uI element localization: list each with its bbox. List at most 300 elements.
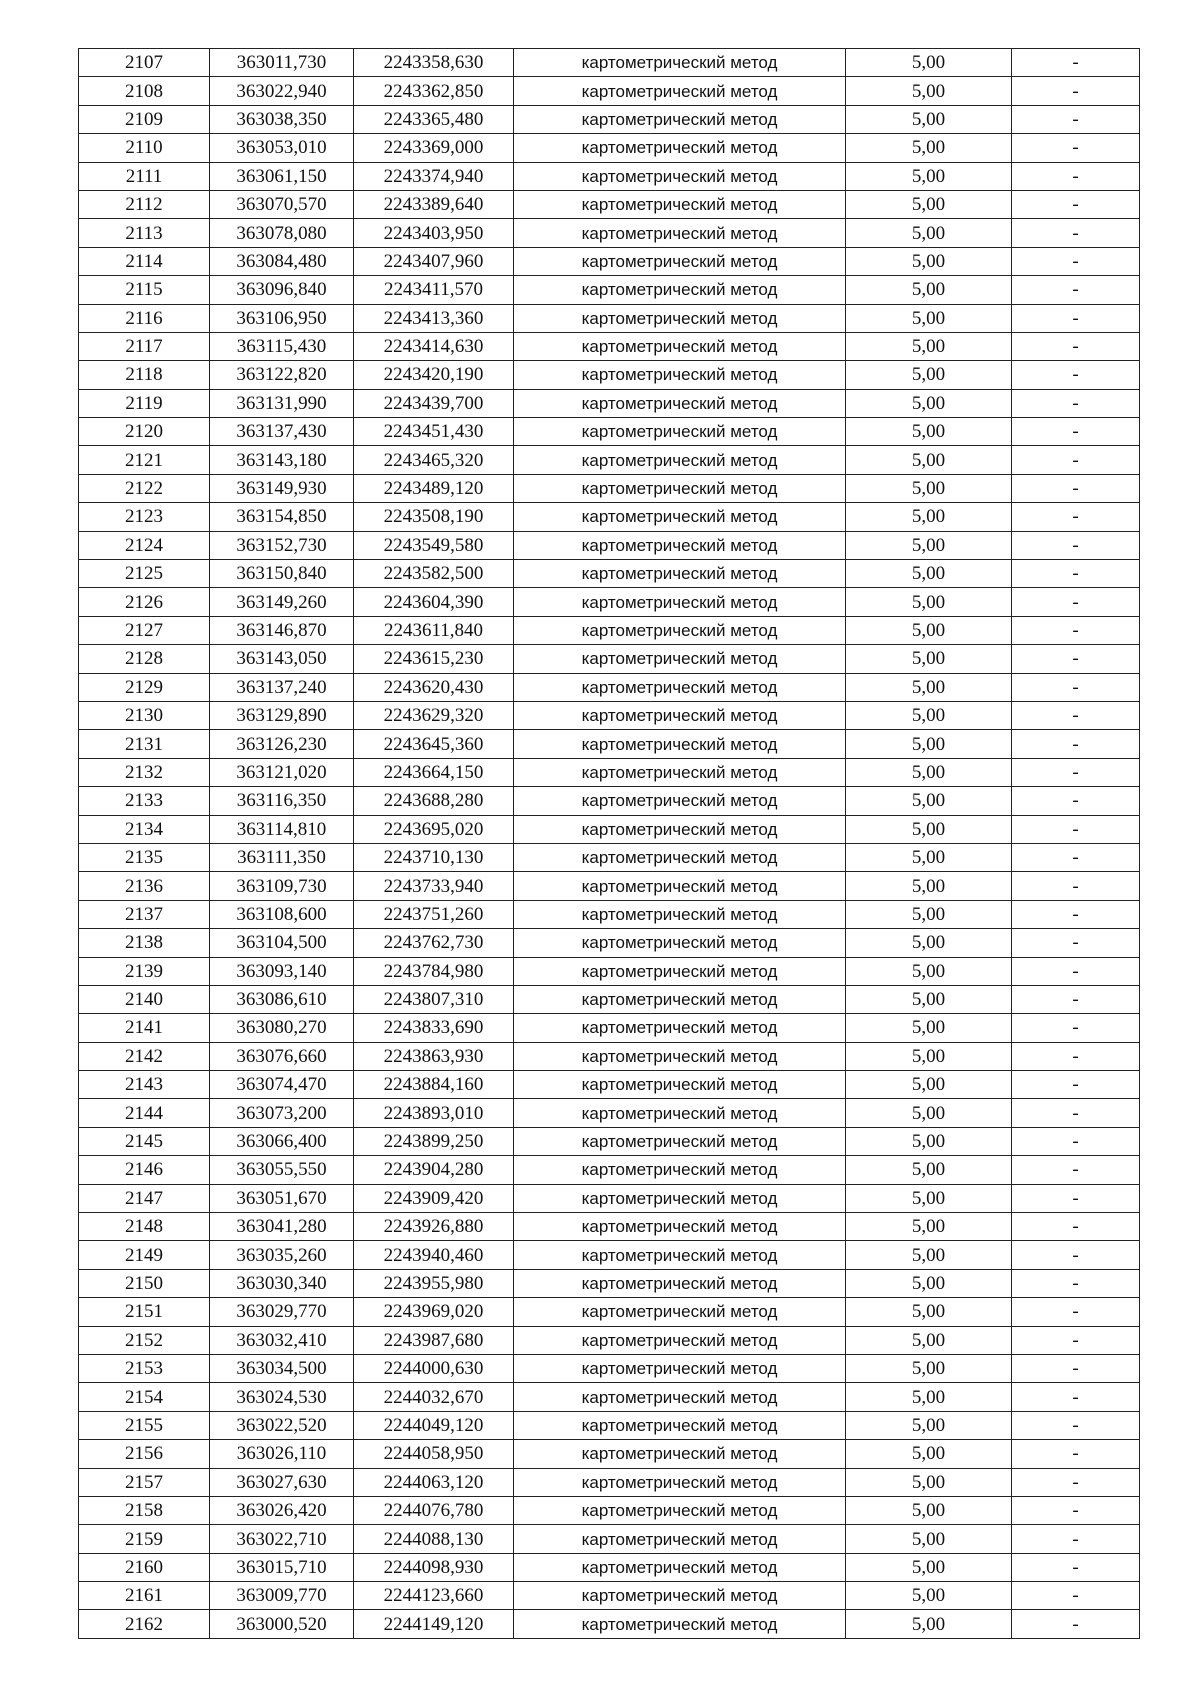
method-cell: картометрический метод	[514, 219, 846, 247]
point-number-cell: 2158	[79, 1496, 210, 1524]
accuracy-cell: 5,00	[846, 389, 1012, 417]
accuracy-cell: 5,00	[846, 560, 1012, 588]
accuracy-cell: 5,00	[846, 1553, 1012, 1581]
accuracy-cell: 5,00	[846, 1127, 1012, 1155]
method-cell: картометрический метод	[514, 1496, 846, 1524]
table-row	[79, 162, 1140, 190]
accuracy-cell: 5,00	[846, 1071, 1012, 1099]
table-row	[79, 616, 1140, 644]
note-cell: -	[1012, 49, 1140, 77]
point-number-cell: 2124	[79, 531, 210, 559]
method-cell: картометрический метод	[514, 1582, 846, 1610]
note-cell: -	[1012, 190, 1140, 218]
point-number-cell: 2140	[79, 985, 210, 1013]
point-number-cell: 2151	[79, 1298, 210, 1326]
table-row	[79, 701, 1140, 729]
point-number-cell: 2128	[79, 645, 210, 673]
accuracy-cell: 5,00	[846, 247, 1012, 275]
y-coordinate-cell: 2244000,630	[354, 1354, 514, 1382]
x-coordinate-cell: 363143,050	[210, 645, 354, 673]
table-row	[79, 1184, 1140, 1212]
table-row	[79, 1071, 1140, 1099]
point-number-cell: 2153	[79, 1354, 210, 1382]
note-cell: -	[1012, 1269, 1140, 1297]
method-cell: картометрический метод	[514, 1099, 846, 1127]
coordinates-table-body	[79, 49, 1140, 1639]
table-row	[79, 758, 1140, 786]
table-row	[79, 134, 1140, 162]
method-cell: картометрический метод	[514, 701, 846, 729]
method-cell: картометрический метод	[514, 1326, 846, 1354]
method-cell: картометрический метод	[514, 758, 846, 786]
table-row	[79, 1610, 1140, 1638]
table-row	[79, 1241, 1140, 1269]
note-cell: -	[1012, 588, 1140, 616]
accuracy-cell: 5,00	[846, 1269, 1012, 1297]
accuracy-cell: 5,00	[846, 1099, 1012, 1127]
point-number-cell: 2143	[79, 1071, 210, 1099]
method-cell: картометрический метод	[514, 1440, 846, 1468]
y-coordinate-cell: 2244123,660	[354, 1582, 514, 1610]
table-row	[79, 843, 1140, 871]
point-number-cell: 2161	[79, 1582, 210, 1610]
point-number-cell: 2156	[79, 1440, 210, 1468]
method-cell: картометрический метод	[514, 787, 846, 815]
accuracy-cell: 5,00	[846, 1156, 1012, 1184]
accuracy-cell: 5,00	[846, 49, 1012, 77]
method-cell: картометрический метод	[514, 1269, 846, 1297]
point-number-cell: 2130	[79, 701, 210, 729]
table-row	[79, 1582, 1140, 1610]
x-coordinate-cell: 363150,840	[210, 560, 354, 588]
point-number-cell: 2117	[79, 332, 210, 360]
note-cell: -	[1012, 247, 1140, 275]
method-cell: картометрический метод	[514, 1525, 846, 1553]
table-row	[79, 77, 1140, 105]
accuracy-cell: 5,00	[846, 1213, 1012, 1241]
accuracy-cell: 5,00	[846, 219, 1012, 247]
note-cell: -	[1012, 503, 1140, 531]
x-coordinate-cell: 363053,010	[210, 134, 354, 162]
point-number-cell: 2152	[79, 1326, 210, 1354]
y-coordinate-cell: 2243374,940	[354, 162, 514, 190]
x-coordinate-cell: 363051,670	[210, 1184, 354, 1212]
x-coordinate-cell: 363121,020	[210, 758, 354, 786]
note-cell: -	[1012, 730, 1140, 758]
table-row	[79, 1099, 1140, 1127]
y-coordinate-cell: 2243439,700	[354, 389, 514, 417]
method-cell: картометрический метод	[514, 247, 846, 275]
y-coordinate-cell: 2243365,480	[354, 105, 514, 133]
point-number-cell: 2119	[79, 389, 210, 417]
point-number-cell: 2107	[79, 49, 210, 77]
note-cell: -	[1012, 1411, 1140, 1439]
accuracy-cell: 5,00	[846, 531, 1012, 559]
point-number-cell: 2121	[79, 446, 210, 474]
y-coordinate-cell: 2243389,640	[354, 190, 514, 218]
accuracy-cell: 5,00	[846, 843, 1012, 871]
table-row	[79, 815, 1140, 843]
x-coordinate-cell: 363154,850	[210, 503, 354, 531]
coordinates-table	[78, 48, 1140, 1639]
table-row	[79, 190, 1140, 218]
point-number-cell: 2160	[79, 1553, 210, 1581]
y-coordinate-cell: 2243751,260	[354, 900, 514, 928]
point-number-cell: 2154	[79, 1383, 210, 1411]
accuracy-cell: 5,00	[846, 446, 1012, 474]
accuracy-cell: 5,00	[846, 1440, 1012, 1468]
accuracy-cell: 5,00	[846, 730, 1012, 758]
table-row	[79, 531, 1140, 559]
method-cell: картометрический метод	[514, 1156, 846, 1184]
table-row	[79, 503, 1140, 531]
method-cell: картометрический метод	[514, 645, 846, 673]
x-coordinate-cell: 363104,500	[210, 929, 354, 957]
accuracy-cell: 5,00	[846, 900, 1012, 928]
point-number-cell: 2115	[79, 276, 210, 304]
y-coordinate-cell: 2244088,130	[354, 1525, 514, 1553]
table-row	[79, 361, 1140, 389]
method-cell: картометрический метод	[514, 957, 846, 985]
y-coordinate-cell: 2243420,190	[354, 361, 514, 389]
table-row	[79, 985, 1140, 1013]
accuracy-cell: 5,00	[846, 1326, 1012, 1354]
note-cell: -	[1012, 1042, 1140, 1070]
x-coordinate-cell: 363129,890	[210, 701, 354, 729]
note-cell: -	[1012, 673, 1140, 701]
point-number-cell: 2149	[79, 1241, 210, 1269]
y-coordinate-cell: 2243762,730	[354, 929, 514, 957]
x-coordinate-cell: 363055,550	[210, 1156, 354, 1184]
point-number-cell: 2111	[79, 162, 210, 190]
accuracy-cell: 5,00	[846, 758, 1012, 786]
note-cell: -	[1012, 560, 1140, 588]
y-coordinate-cell: 2243358,630	[354, 49, 514, 77]
note-cell: -	[1012, 1354, 1140, 1382]
point-number-cell: 2134	[79, 815, 210, 843]
y-coordinate-cell: 2243407,960	[354, 247, 514, 275]
accuracy-cell: 5,00	[846, 1610, 1012, 1638]
table-row	[79, 787, 1140, 815]
note-cell: -	[1012, 1525, 1140, 1553]
accuracy-cell: 5,00	[846, 957, 1012, 985]
point-number-cell: 2136	[79, 872, 210, 900]
note-cell: -	[1012, 957, 1140, 985]
method-cell: картометрический метод	[514, 1298, 846, 1326]
accuracy-cell: 5,00	[846, 1298, 1012, 1326]
note-cell: -	[1012, 815, 1140, 843]
method-cell: картометрический метод	[514, 1553, 846, 1581]
accuracy-cell: 5,00	[846, 787, 1012, 815]
y-coordinate-cell: 2243362,850	[354, 77, 514, 105]
x-coordinate-cell: 363041,280	[210, 1213, 354, 1241]
accuracy-cell: 5,00	[846, 134, 1012, 162]
y-coordinate-cell: 2243411,570	[354, 276, 514, 304]
point-number-cell: 2110	[79, 134, 210, 162]
note-cell: -	[1012, 1440, 1140, 1468]
x-coordinate-cell: 363011,730	[210, 49, 354, 77]
x-coordinate-cell: 363029,770	[210, 1298, 354, 1326]
method-cell: картометрический метод	[514, 105, 846, 133]
x-coordinate-cell: 363146,870	[210, 616, 354, 644]
point-number-cell: 2147	[79, 1184, 210, 1212]
y-coordinate-cell: 2244149,120	[354, 1610, 514, 1638]
y-coordinate-cell: 2243863,930	[354, 1042, 514, 1070]
table-row	[79, 1525, 1140, 1553]
accuracy-cell: 5,00	[846, 190, 1012, 218]
note-cell: -	[1012, 843, 1140, 871]
y-coordinate-cell: 2244063,120	[354, 1468, 514, 1496]
table-row	[79, 730, 1140, 758]
x-coordinate-cell: 363131,990	[210, 389, 354, 417]
x-coordinate-cell: 363070,570	[210, 190, 354, 218]
point-number-cell: 2150	[79, 1269, 210, 1297]
point-number-cell: 2123	[79, 503, 210, 531]
note-cell: -	[1012, 418, 1140, 446]
note-cell: -	[1012, 900, 1140, 928]
x-coordinate-cell: 363152,730	[210, 531, 354, 559]
method-cell: картометрический метод	[514, 190, 846, 218]
point-number-cell: 2159	[79, 1525, 210, 1553]
method-cell: картометрический метод	[514, 531, 846, 559]
point-number-cell: 2109	[79, 105, 210, 133]
accuracy-cell: 5,00	[846, 1496, 1012, 1524]
x-coordinate-cell: 363108,600	[210, 900, 354, 928]
point-number-cell: 2126	[79, 588, 210, 616]
table-row	[79, 219, 1140, 247]
x-coordinate-cell: 363080,270	[210, 1014, 354, 1042]
table-row	[79, 1383, 1140, 1411]
method-cell: картометрический метод	[514, 77, 846, 105]
y-coordinate-cell: 2243733,940	[354, 872, 514, 900]
x-coordinate-cell: 363034,500	[210, 1354, 354, 1382]
method-cell: картометрический метод	[514, 276, 846, 304]
x-coordinate-cell: 363030,340	[210, 1269, 354, 1297]
accuracy-cell: 5,00	[846, 701, 1012, 729]
method-cell: картометрический метод	[514, 1354, 846, 1382]
x-coordinate-cell: 363116,350	[210, 787, 354, 815]
x-coordinate-cell: 363143,180	[210, 446, 354, 474]
y-coordinate-cell: 2243784,980	[354, 957, 514, 985]
note-cell: -	[1012, 276, 1140, 304]
accuracy-cell: 5,00	[846, 304, 1012, 332]
table-row	[79, 1269, 1140, 1297]
note-cell: -	[1012, 304, 1140, 332]
note-cell: -	[1012, 1610, 1140, 1638]
note-cell: -	[1012, 1468, 1140, 1496]
accuracy-cell: 5,00	[846, 1354, 1012, 1382]
x-coordinate-cell: 363078,080	[210, 219, 354, 247]
table-row	[79, 673, 1140, 701]
y-coordinate-cell: 2243645,360	[354, 730, 514, 758]
point-number-cell: 2162	[79, 1610, 210, 1638]
note-cell: -	[1012, 1156, 1140, 1184]
method-cell: картометрический метод	[514, 332, 846, 360]
method-cell: картометрический метод	[514, 900, 846, 928]
x-coordinate-cell: 363022,940	[210, 77, 354, 105]
x-coordinate-cell: 363096,840	[210, 276, 354, 304]
y-coordinate-cell: 2243926,880	[354, 1213, 514, 1241]
method-cell: картометрический метод	[514, 134, 846, 162]
y-coordinate-cell: 2243688,280	[354, 787, 514, 815]
accuracy-cell: 5,00	[846, 673, 1012, 701]
method-cell: картометрический метод	[514, 872, 846, 900]
note-cell: -	[1012, 1071, 1140, 1099]
table-row	[79, 1213, 1140, 1241]
accuracy-cell: 5,00	[846, 474, 1012, 502]
method-cell: картометрический метод	[514, 389, 846, 417]
table-row	[79, 49, 1140, 77]
table-row	[79, 929, 1140, 957]
x-coordinate-cell: 363022,710	[210, 1525, 354, 1553]
note-cell: -	[1012, 474, 1140, 502]
note-cell: -	[1012, 1213, 1140, 1241]
y-coordinate-cell: 2244098,930	[354, 1553, 514, 1581]
point-number-cell: 2142	[79, 1042, 210, 1070]
accuracy-cell: 5,00	[846, 418, 1012, 446]
y-coordinate-cell: 2243629,320	[354, 701, 514, 729]
x-coordinate-cell: 363149,260	[210, 588, 354, 616]
x-coordinate-cell: 363126,230	[210, 730, 354, 758]
method-cell: картометрический метод	[514, 1411, 846, 1439]
point-number-cell: 2118	[79, 361, 210, 389]
method-cell: картометрический метод	[514, 815, 846, 843]
accuracy-cell: 5,00	[846, 616, 1012, 644]
note-cell: -	[1012, 701, 1140, 729]
accuracy-cell: 5,00	[846, 645, 1012, 673]
method-cell: картометрический метод	[514, 1383, 846, 1411]
y-coordinate-cell: 2243582,500	[354, 560, 514, 588]
point-number-cell: 2120	[79, 418, 210, 446]
note-cell: -	[1012, 134, 1140, 162]
accuracy-cell: 5,00	[846, 929, 1012, 957]
note-cell: -	[1012, 1298, 1140, 1326]
y-coordinate-cell: 2243604,390	[354, 588, 514, 616]
method-cell: картометрический метод	[514, 588, 846, 616]
point-number-cell: 2114	[79, 247, 210, 275]
point-number-cell: 2144	[79, 1099, 210, 1127]
table-row	[79, 1440, 1140, 1468]
x-coordinate-cell: 363061,150	[210, 162, 354, 190]
y-coordinate-cell: 2243508,190	[354, 503, 514, 531]
y-coordinate-cell: 2243369,000	[354, 134, 514, 162]
point-number-cell: 2113	[79, 219, 210, 247]
y-coordinate-cell: 2243451,430	[354, 418, 514, 446]
note-cell: -	[1012, 389, 1140, 417]
table-row	[79, 1156, 1140, 1184]
accuracy-cell: 5,00	[846, 815, 1012, 843]
y-coordinate-cell: 2243615,230	[354, 645, 514, 673]
method-cell: картометрический метод	[514, 730, 846, 758]
x-coordinate-cell: 363026,420	[210, 1496, 354, 1524]
x-coordinate-cell: 363026,110	[210, 1440, 354, 1468]
point-number-cell: 2146	[79, 1156, 210, 1184]
x-coordinate-cell: 363137,240	[210, 673, 354, 701]
note-cell: -	[1012, 929, 1140, 957]
accuracy-cell: 5,00	[846, 1184, 1012, 1212]
method-cell: картометрический метод	[514, 446, 846, 474]
note-cell: -	[1012, 1099, 1140, 1127]
method-cell: картометрический метод	[514, 929, 846, 957]
table-row	[79, 446, 1140, 474]
table-row	[79, 900, 1140, 928]
table-row	[79, 1553, 1140, 1581]
x-coordinate-cell: 363074,470	[210, 1071, 354, 1099]
point-number-cell: 2127	[79, 616, 210, 644]
y-coordinate-cell: 2244058,950	[354, 1440, 514, 1468]
x-coordinate-cell: 363122,820	[210, 361, 354, 389]
note-cell: -	[1012, 105, 1140, 133]
note-cell: -	[1012, 531, 1140, 559]
table-row	[79, 474, 1140, 502]
method-cell: картометрический метод	[514, 1014, 846, 1042]
x-coordinate-cell: 363027,630	[210, 1468, 354, 1496]
y-coordinate-cell: 2243620,430	[354, 673, 514, 701]
accuracy-cell: 5,00	[846, 1241, 1012, 1269]
accuracy-cell: 5,00	[846, 105, 1012, 133]
method-cell: картометрический метод	[514, 1213, 846, 1241]
y-coordinate-cell: 2243987,680	[354, 1326, 514, 1354]
method-cell: картометрический метод	[514, 560, 846, 588]
accuracy-cell: 5,00	[846, 361, 1012, 389]
table-row	[79, 645, 1140, 673]
x-coordinate-cell: 363137,430	[210, 418, 354, 446]
method-cell: картометрический метод	[514, 1071, 846, 1099]
accuracy-cell: 5,00	[846, 276, 1012, 304]
table-row	[79, 276, 1140, 304]
method-cell: картометрический метод	[514, 843, 846, 871]
y-coordinate-cell: 2243664,150	[354, 758, 514, 786]
table-row	[79, 1326, 1140, 1354]
table-row	[79, 1014, 1140, 1042]
x-coordinate-cell: 363114,810	[210, 815, 354, 843]
y-coordinate-cell: 2243909,420	[354, 1184, 514, 1212]
accuracy-cell: 5,00	[846, 1582, 1012, 1610]
table-row	[79, 418, 1140, 446]
x-coordinate-cell: 363009,770	[210, 1582, 354, 1610]
method-cell: картометрический метод	[514, 418, 846, 446]
y-coordinate-cell: 2243884,160	[354, 1071, 514, 1099]
y-coordinate-cell: 2243695,020	[354, 815, 514, 843]
table-row	[79, 1496, 1140, 1524]
table-row	[79, 1411, 1140, 1439]
y-coordinate-cell: 2243955,980	[354, 1269, 514, 1297]
x-coordinate-cell: 363076,660	[210, 1042, 354, 1070]
y-coordinate-cell: 2243807,310	[354, 985, 514, 1013]
method-cell: картометрический метод	[514, 1241, 846, 1269]
table-row	[79, 588, 1140, 616]
method-cell: картометрический метод	[514, 474, 846, 502]
accuracy-cell: 5,00	[846, 872, 1012, 900]
y-coordinate-cell: 2243489,120	[354, 474, 514, 502]
method-cell: картометрический метод	[514, 985, 846, 1013]
note-cell: -	[1012, 758, 1140, 786]
x-coordinate-cell: 363024,530	[210, 1383, 354, 1411]
point-number-cell: 2135	[79, 843, 210, 871]
x-coordinate-cell: 363032,410	[210, 1326, 354, 1354]
table-row	[79, 872, 1140, 900]
note-cell: -	[1012, 1014, 1140, 1042]
note-cell: -	[1012, 1184, 1140, 1212]
accuracy-cell: 5,00	[846, 503, 1012, 531]
note-cell: -	[1012, 1383, 1140, 1411]
x-coordinate-cell: 363115,430	[210, 332, 354, 360]
y-coordinate-cell: 2243549,580	[354, 531, 514, 559]
accuracy-cell: 5,00	[846, 1042, 1012, 1070]
accuracy-cell: 5,00	[846, 985, 1012, 1013]
accuracy-cell: 5,00	[846, 1525, 1012, 1553]
point-number-cell: 2137	[79, 900, 210, 928]
